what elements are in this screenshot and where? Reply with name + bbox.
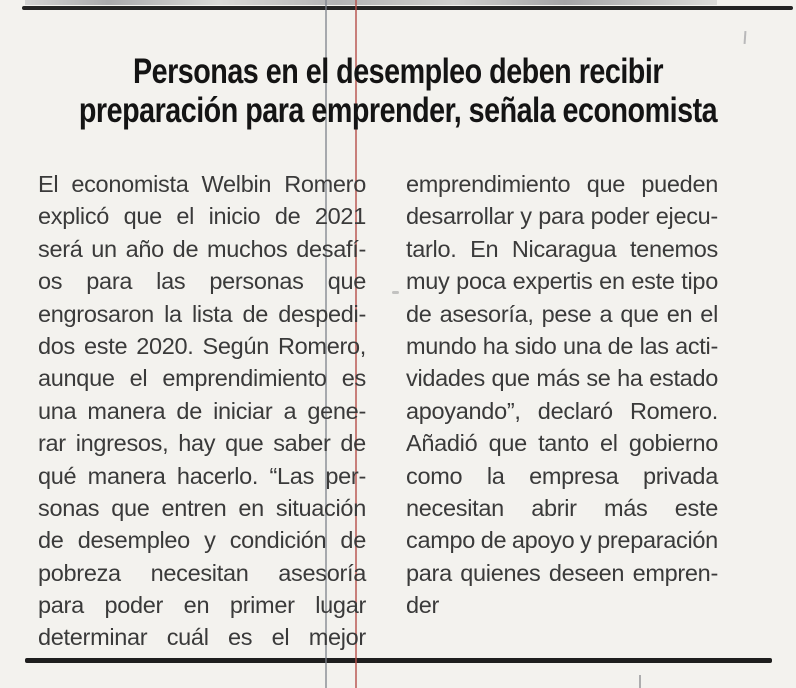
text-line: como la empresa privada — [406, 462, 718, 489]
text-line: desarrollar y para poder ejecu- — [406, 203, 718, 230]
text-line: una manera de iniciar a gene- — [38, 397, 366, 424]
bottom-horizontal-rule — [25, 658, 772, 663]
text-line: vidades que más se ha estado — [406, 365, 718, 392]
headline-line-2: preparación para emprender, señala economista — [78, 91, 718, 130]
text-line: campo de apoyo y preparación — [406, 527, 718, 554]
text-line: pobreza necesitan asesoría — [38, 559, 366, 586]
text-line: determinar cuál es el mejor — [38, 624, 366, 651]
text-line: muy poca expertis en este tipo — [406, 268, 718, 295]
text-line: será un año de muchos desafí- — [38, 235, 366, 262]
text-line: El economista Welbin Romero — [38, 171, 366, 197]
text-line: de desempleo y condición de — [38, 527, 366, 554]
text-line: tarlo. En Nicaragua tenemos — [406, 235, 718, 262]
article-headline — [0, 52, 796, 130]
text-line: apoyando”, declaró Romero. — [406, 397, 718, 424]
text-line: der — [406, 592, 440, 619]
text-line: emprendimiento que pueden — [406, 171, 718, 197]
text-line: explicó que el inicio de 2021 — [38, 203, 366, 230]
headline-line-1: Personas en el desempleo deben recibir — [132, 52, 664, 91]
text-line: para quienes deseen empren- — [406, 559, 718, 586]
text-line: de asesoría, pese a que en el — [406, 300, 718, 327]
text-line: necesitan abrir más este — [406, 494, 718, 521]
top-horizontal-rule — [22, 6, 793, 10]
scan-speck — [744, 31, 747, 44]
scan-speck — [639, 675, 641, 688]
text-line: qué manera hacerlo. “Las per- — [38, 462, 366, 489]
text-line: aunque el emprendimiento es — [38, 365, 366, 392]
scan-speck — [392, 291, 399, 294]
article-column-right — [406, 168, 718, 621]
text-line: sonas que entren en situación — [38, 494, 366, 521]
text-line: mundo ha sido una de las acti- — [406, 332, 718, 359]
article-column-left — [38, 168, 366, 654]
text-line: engrosaron la lista de despedi- — [38, 300, 366, 327]
text-line: os para las personas que — [38, 268, 366, 295]
text-line: Añadió que tanto el gobierno — [406, 430, 718, 457]
scan-edge-artifact — [25, 0, 717, 5]
text-line: para poder en primer lugar — [38, 592, 366, 619]
text-line: dos este 2020. Según Romero, — [38, 332, 366, 359]
text-line: rar ingresos, hay que saber de — [38, 430, 366, 457]
